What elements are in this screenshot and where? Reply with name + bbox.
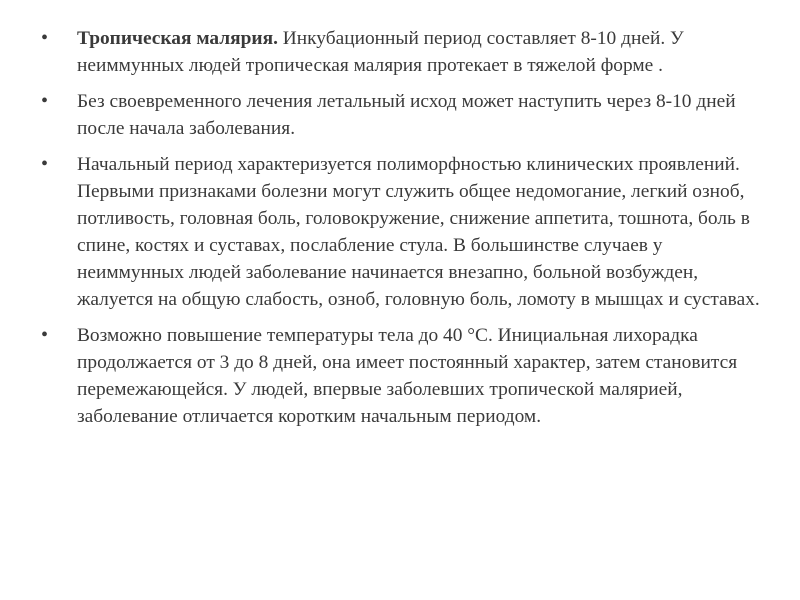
bullet-text xyxy=(77,322,761,430)
bullet-text xyxy=(77,88,761,142)
bullet-item-temperature xyxy=(41,322,761,430)
bullet-dot-icon: • xyxy=(41,27,49,49)
bullet-text xyxy=(77,151,761,313)
bullet-item-initial-period xyxy=(41,151,761,313)
bullet-body: Без своевременного лечения летальный исход может наступить через 8-10 дней после начала заболевания. xyxy=(77,91,736,139)
bullet-dot-icon: • xyxy=(41,153,49,175)
bullet-dot-icon: • xyxy=(41,90,49,112)
bullet-body: Начальный период характеризуется полиморфностью клинических проявлений. Первыми признаками болезни могут служить общее недомогание, легкий озноб, потливость, головная боль, головокружение, снижение аппетита, тошнота, боль в спине, костях и суставах, послабление стула. В большинстве случаев у неиммунных людей заболевание начинается внезапно, больной возбужден, жалуется на общую слабость, озноб, головную боль, ломоту в мышцах и суставах. xyxy=(77,154,760,310)
bullet-lead-term: Тропическая малярия. xyxy=(77,28,278,49)
bullet-list xyxy=(41,25,761,439)
bullet-item-tropical-malaria xyxy=(41,25,761,79)
bullet-body: Возможно повышение температуры тела до 40 °С. Инициальная лихорадка продолжается от 3 до 8 дней, она имеет постоянный характер, затем становится перемежающейся. У людей, впервые заболевших тропической малярией, заболевание отличается коротким начальным периодом. xyxy=(77,325,738,427)
bullet-item-lethal-outcome xyxy=(41,88,761,142)
bullet-dot-icon: • xyxy=(41,324,49,346)
bullet-text xyxy=(77,25,761,79)
bullet-body: Инкубационный период составляет 8-10 дней. У неиммунных людей тропическая малярия протекает в тяжелой форме . xyxy=(77,28,684,76)
